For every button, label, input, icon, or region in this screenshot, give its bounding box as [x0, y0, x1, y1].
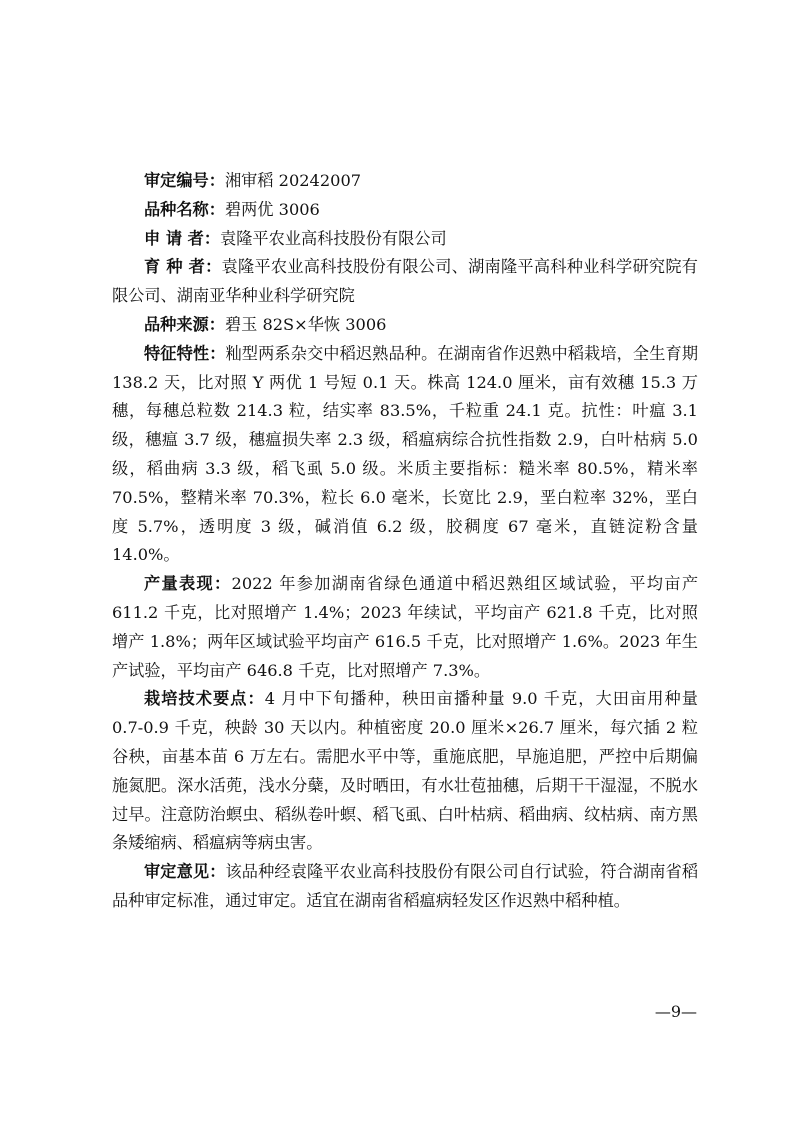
field-value: 碧玉 82S×华恢 3006 [224, 314, 387, 334]
field-characteristics [112, 340, 698, 570]
field-value: 2022 年参加湖南省绿色通道中稻迟熟组区域试验，平均亩产 611.2 千克，比对照增产 1.4%；2023 年续试，平均亩产 621.8 千克，比对照增产 1.8%；两年区域试验平均亩产 616.5 千克，比对照增产 1.6%。2023 年生产试验，平均亩产 646.8 千克，比对照增产 7.3%。 [112, 574, 699, 680]
field-cultivation-tips [112, 685, 698, 858]
field-value: 袁隆平农业高科技股份有限公司、湖南隆平高科种业科学研究院有限公司、湖南亚华种业科学研究院 [112, 257, 698, 306]
field-label: 申 请 者： [144, 228, 221, 248]
field-yield-performance [112, 570, 698, 685]
field-value: 湘审稻 20242007 [224, 171, 362, 190]
field-value: 籼型两系杂交中稻迟熟品种。在湖南省作迟熟中稻栽培，全生育期 138.2 天，比对照 Y 两优 1 号短 0.1 天。株高 124.0 厘米，亩有效穗 15.3 万穗，每穗总粒数 214.3 粒，结实率 83.5%，千粒重 24.1 克。抗性：叶瘟 3.1 级，穗瘟 3.7 级，穗瘟损失率 2.3 级，稻瘟病综合抗性指数 2.9，白叶枯病 5.0 级，稻曲病 3.3 级，稻飞虱 5.0 级。米质主要指标：糙米率 80.5%，精米率 70.5%，整精米率 70.3%，粒长 6.0 毫米，长宽比 2.9，垩白粒率 32%，垩白度 5.7%，透明度 3 级，碱消值 6.2 级，胶稠度 67 毫米，直链淀粉含量 14.0%。 [112, 343, 699, 565]
field-value: 该品种经袁隆平农业高科技股份有限公司自行试验，符合湖南省稻品种审定标准，通过审定。适宜在湖南省稻瘟病轻发区作迟熟中稻种植。 [112, 862, 699, 910]
field-approval-number [112, 167, 698, 196]
field-label: 特征特性： [144, 343, 226, 363]
field-label: 审定意见： [144, 862, 226, 882]
field-label: 品种名称： [144, 199, 225, 219]
variety-approval-text [112, 167, 698, 916]
field-variety-source [112, 311, 698, 340]
field-label: 品种来源： [144, 314, 225, 334]
field-label: 育 种 者： [144, 257, 222, 277]
field-variety-name [112, 196, 698, 225]
field-label: 栽培技术要点： [144, 689, 265, 709]
field-label: 审定编号： [144, 171, 225, 190]
field-value: 碧两优 3006 [224, 199, 320, 219]
field-value: 袁隆平农业高科技股份有限公司 [220, 228, 447, 248]
field-label: 产量表现： [144, 574, 232, 594]
field-applicant [112, 225, 698, 254]
field-value: 4 月中下旬播种，秧田亩播种量 9.0 千克，大田亩用种量 0.7-0.9 千克，秧龄 30 天以内。种植密度 20.0 厘米×26.7 厘米，每穴插 2 粒谷秧，亩基本苗 6 万左右。需肥水平中等，重施底肥，早施追肥，严控中后期偏施氮肥。深水活蔸，浅水分蘖，及时晒田，有水壮苞抽穗，后期干干湿湿，不脱水过早。注意防治螟虫、稻纵卷叶螟、稻飞虱、白叶枯病、稻曲病、纹枯病、南方黑条矮缩病、稻瘟病等病虫害。 [112, 689, 698, 853]
page-number: —9— [654, 1002, 697, 1021]
field-breeder [112, 253, 698, 311]
field-approval-opinion [112, 858, 698, 916]
